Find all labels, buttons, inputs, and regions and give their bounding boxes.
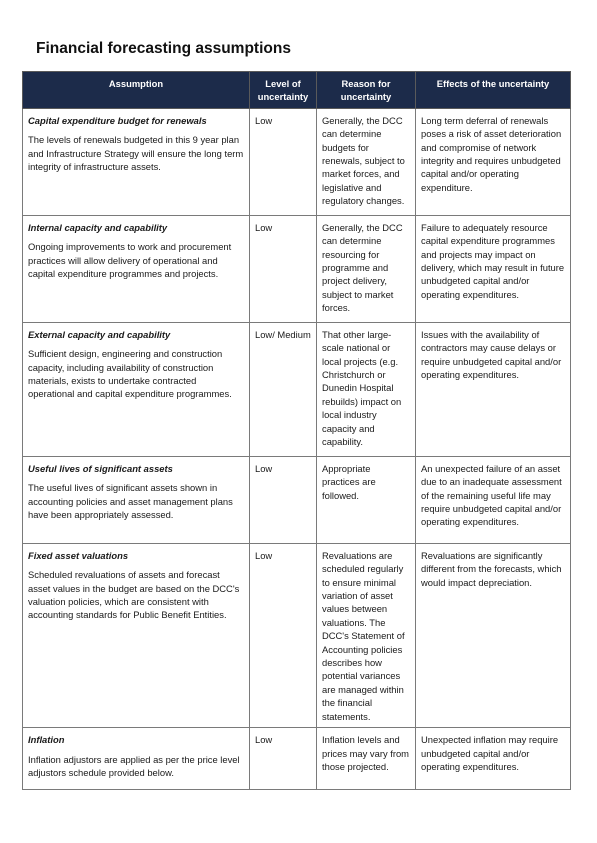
effects-cell: Issues with the availability of contractors may cause delays or require unbudgeted capital and/or operating expenditures.: [416, 322, 571, 456]
reason-cell: Revaluations are scheduled regularly to ensure minimal variation of asset values between valuations. The DCC's Statement of Accounting policies describes how potential variances are managed within the financial statements.: [317, 543, 416, 727]
header-assumption: Assumption: [23, 72, 250, 109]
header-reason-for-uncertainty: Reason for uncertainty: [317, 72, 416, 109]
header-effects-of-uncertainty: Effects of the uncertainty: [416, 72, 571, 109]
effects-cell: An unexpected failure of an asset due to an inadequate assessment of the remaining useful life may require unbudgeted capital and/or operating expenditures.: [416, 456, 571, 543]
table-row: [23, 728, 571, 790]
assumption-description: Ongoing improvements to work and procurement practices will allow delivery of operational and capital expenditure programmes and projects.: [28, 241, 232, 280]
level-cell: Low/ Medium: [250, 322, 317, 456]
effects-cell: Unexpected inflation may require unbudgeted capital and/or operating expenditures.: [416, 728, 571, 790]
table-row: [23, 543, 571, 727]
table-row: [23, 215, 571, 322]
assumption-cell: [23, 456, 250, 543]
level-cell: Low: [250, 456, 317, 543]
level-cell: Low: [250, 215, 317, 322]
assumption-description: The levels of renewals budgeted in this 9 year plan and Infrastructure Strategy will ensure the long term integrity of infrastructure assets.: [28, 134, 244, 173]
table-row: [23, 456, 571, 543]
level-cell: Low: [250, 108, 317, 215]
assumption-title: Internal capacity and capability: [28, 221, 168, 233]
assumption-description: Sufficient design, engineering and construction capacity, including availability of construction materials, exists to undertake contracted operational and capital expenditure programmes.: [28, 348, 232, 400]
reason-cell: Appropriate practices are followed.: [317, 456, 416, 543]
table-header-row: [23, 72, 571, 109]
assumption-title: Fixed asset valuations: [28, 549, 129, 561]
assumption-title: Inflation: [28, 734, 65, 746]
assumptions-table: [22, 71, 571, 790]
assumption-description: Inflation adjustors are applied as per the price level adjustors schedule provided below.: [28, 753, 240, 778]
level-cell: Low: [250, 728, 317, 790]
header-level-of-uncertainty: Level of uncertainty: [250, 72, 317, 109]
assumption-description: Scheduled revaluations of assets and forecast asset values in the budget are based on the DCC's valuation policies, which are consistent with accounting standards for Public Benefit Entities.: [28, 569, 240, 621]
assumption-title: Useful lives of significant assets: [28, 462, 173, 474]
assumption-cell: [23, 215, 250, 322]
table-row: [23, 322, 571, 456]
assumption-description: The useful lives of significant assets shown in accounting policies and asset management plans have been appropriately assessed.: [28, 482, 233, 521]
reason-cell: Inflation levels and prices may vary from those projected.: [317, 728, 416, 790]
assumption-cell: [23, 543, 250, 727]
page-title: Financial forecasting assumptions: [36, 40, 291, 57]
reason-cell: That other large-scale national or local projects (e.g. Christchurch or Dunedin Hospital rebuilds) impact on local industry capacity and capability.: [317, 322, 416, 456]
level-cell: Low: [250, 543, 317, 727]
effects-cell: Long term deferral of renewals poses a risk of asset deterioration and compromise of network integrity and requires unbudgeted capital and/or operating expenditure.: [416, 108, 571, 215]
table-row: [23, 108, 571, 215]
effects-cell: Failure to adequately resource capital expenditure programmes and projects may impact on delivery, which may result in future unbudgeted capital and/or operating expenditures.: [416, 215, 571, 322]
assumption-title: Capital expenditure budget for renewals: [28, 114, 207, 126]
assumption-cell: [23, 728, 250, 790]
assumption-title: External capacity and capability: [28, 328, 171, 340]
reason-cell: Generally, the DCC can determine budgets for renewals, subject to market forces, and legislative and regulatory changes.: [317, 108, 416, 215]
assumption-cell: [23, 322, 250, 456]
reason-cell: Generally, the DCC can determine resourcing for programme and project delivery, subject to market forces.: [317, 215, 416, 322]
assumption-cell: [23, 108, 250, 215]
effects-cell: Revaluations are significantly different from the forecasts, which would impact depreciation.: [416, 543, 571, 727]
